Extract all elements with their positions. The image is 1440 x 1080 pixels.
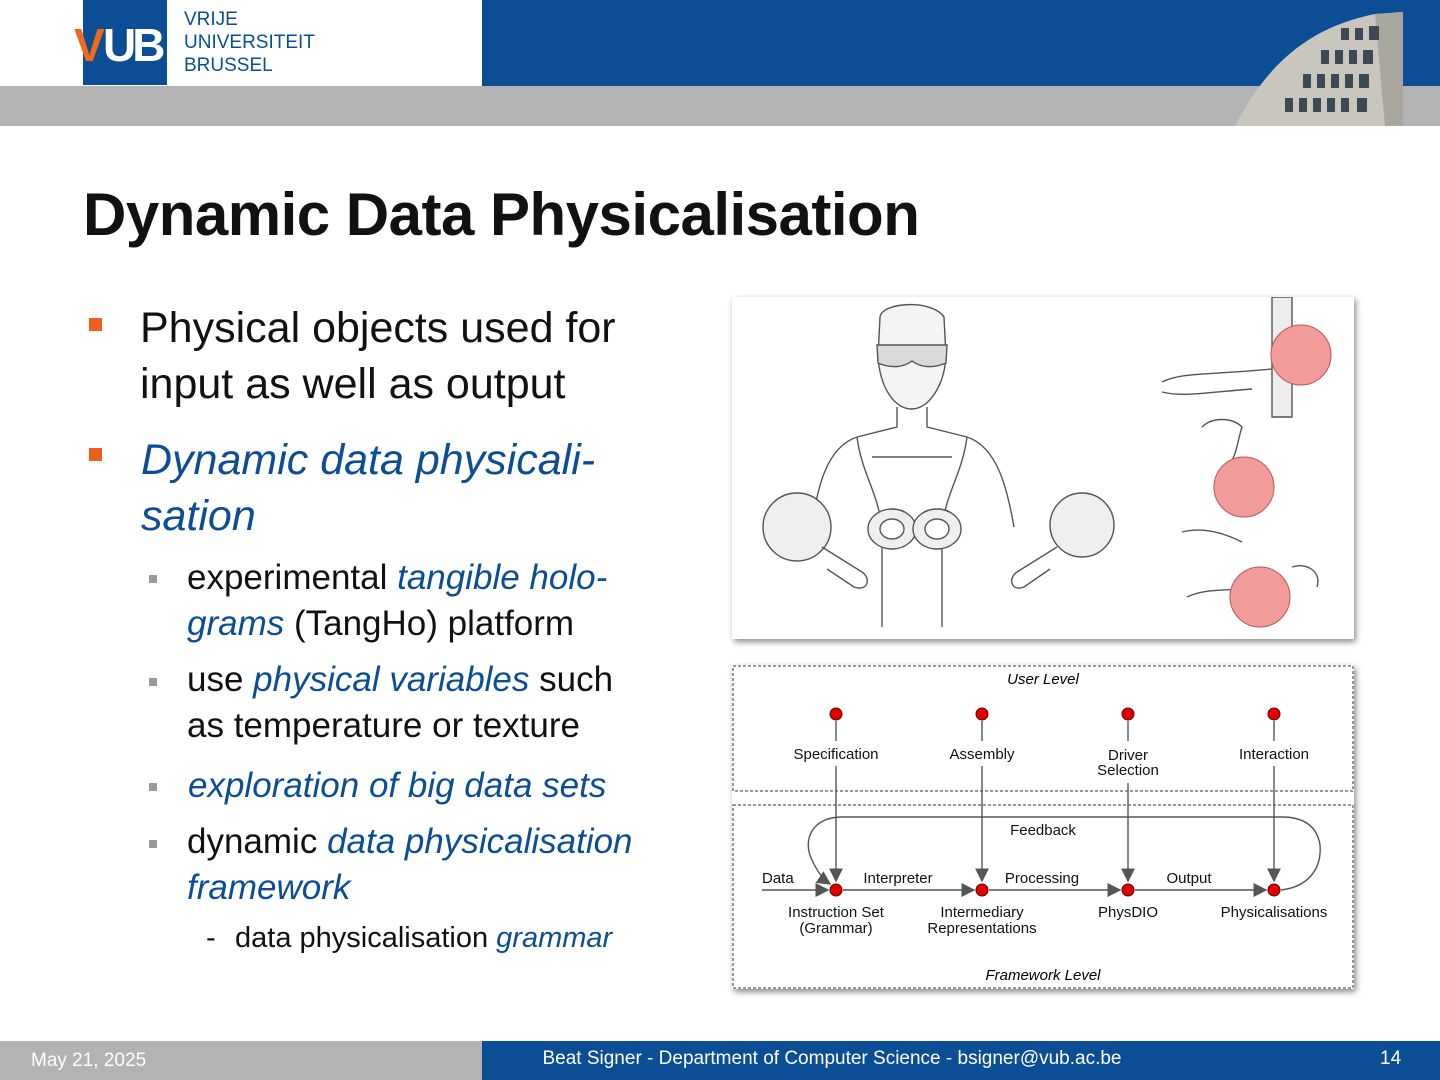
sub-bullet-4-emphasis-a: data physicalisation [327,822,633,861]
user-level-node [976,708,988,720]
framework-level-node [830,884,842,896]
framework-level-node [976,884,988,896]
sub-bullet-4-text: dynamic [187,822,328,861]
bullet-2 [141,432,595,544]
framework-level-node [1268,884,1280,896]
sub-bullet-3: exploration of big data sets [188,766,607,805]
data-label: Data [762,870,794,887]
sub-bullet-4-emphasis-b: framework [187,868,351,907]
page-number: 14 [1380,1048,1402,1069]
logo-text-vrije: VRIJE [184,9,238,30]
user-level-label: User Level [1007,671,1079,688]
bullet-2-line1: Dynamic data physicali- [141,436,596,484]
footer-author: Beat Signer - Department of Computer Science - bsigner@vub.ac.be [542,1048,1122,1069]
bullet-marker [89,448,102,461]
intermediary-label: Intermediary [940,904,1024,921]
sub-bullet-1-text-a: experimental [187,558,398,597]
specification-label: Specification [793,746,879,763]
output-label: Output [1166,870,1212,887]
sub-bullet-marker [149,840,157,848]
tangible-holograms-sketch [732,297,1354,639]
assembly-label: Assembly [949,746,1015,763]
interpreter-label: Interpreter [863,870,933,887]
user-level-node [830,708,842,720]
building-photo [1225,8,1415,126]
sub-bullet-1-emphasis-a: tangible holo- [397,558,608,597]
sub-bullet-2-text-b: such [529,660,614,699]
sub-bullet-4 [187,819,633,911]
processing-label: Processing [1004,870,1080,887]
sub-bullet-marker [149,575,157,583]
footer-date: May 21, 2025 [31,1050,147,1071]
selection-label: Selection [1097,762,1159,779]
framework-diagram-svg [732,665,1354,989]
sub-bullet-2-emphasis: physical variables [253,660,530,699]
sub-bullet-1-emphasis-b: grams [187,604,285,643]
sub-sub-bullet-emphasis: grammar [496,922,613,954]
interaction-label: Interaction [1238,746,1310,763]
header-gray-band [0,86,1440,126]
bullet-marker [89,318,102,331]
framework-level-label: Framework Level [985,967,1101,984]
logo-letter-v: V [74,19,101,71]
bullet-1-line1: Physical objects used for [140,304,616,352]
sub-bullet-marker [149,678,157,686]
slide-title: Dynamic Data Physicalisation [83,181,920,248]
feedback-label: Feedback [1010,822,1076,839]
logo-text-universiteit: UNIVERSITEIT [184,32,315,53]
sub-bullet-2-text-a: use [187,660,254,699]
bullet-1-line2: input as well as output [140,360,566,408]
sub-bullet-1 [187,555,607,647]
sub-sub-bullet [235,922,612,955]
user-level-node [1268,708,1280,720]
user-level-node [1122,708,1134,720]
physicalisations-label: Physicalisations [1220,904,1328,921]
logo-letters-ub: UB [103,19,162,71]
logo-text-brussel: BRUSSEL [184,55,273,76]
grammar-label: (Grammar) [799,920,873,937]
sub-bullet-2-line2: as temperature or texture [187,706,580,745]
physdio-label: PhysDIO [1097,904,1159,921]
bullet-1 [140,300,616,412]
sub-bullet-1-text-b: (TangHo) platform [284,604,575,643]
driver-label: Driver [1108,747,1148,764]
sub-sub-bullet-text: data physicalisation [235,922,497,954]
sub-bullet-marker [149,783,157,791]
representations-label: Representations [927,920,1037,937]
bullet-2-line2: sation [141,492,256,540]
instruction-set-label: Instruction Set [788,904,884,921]
framework-level-node [1122,884,1134,896]
sub-bullet-2 [187,657,613,749]
physicalisation-framework-diagram [732,665,1354,989]
sub-sub-bullet-dash: - [206,922,216,954]
sketch-drawing [732,297,1354,639]
